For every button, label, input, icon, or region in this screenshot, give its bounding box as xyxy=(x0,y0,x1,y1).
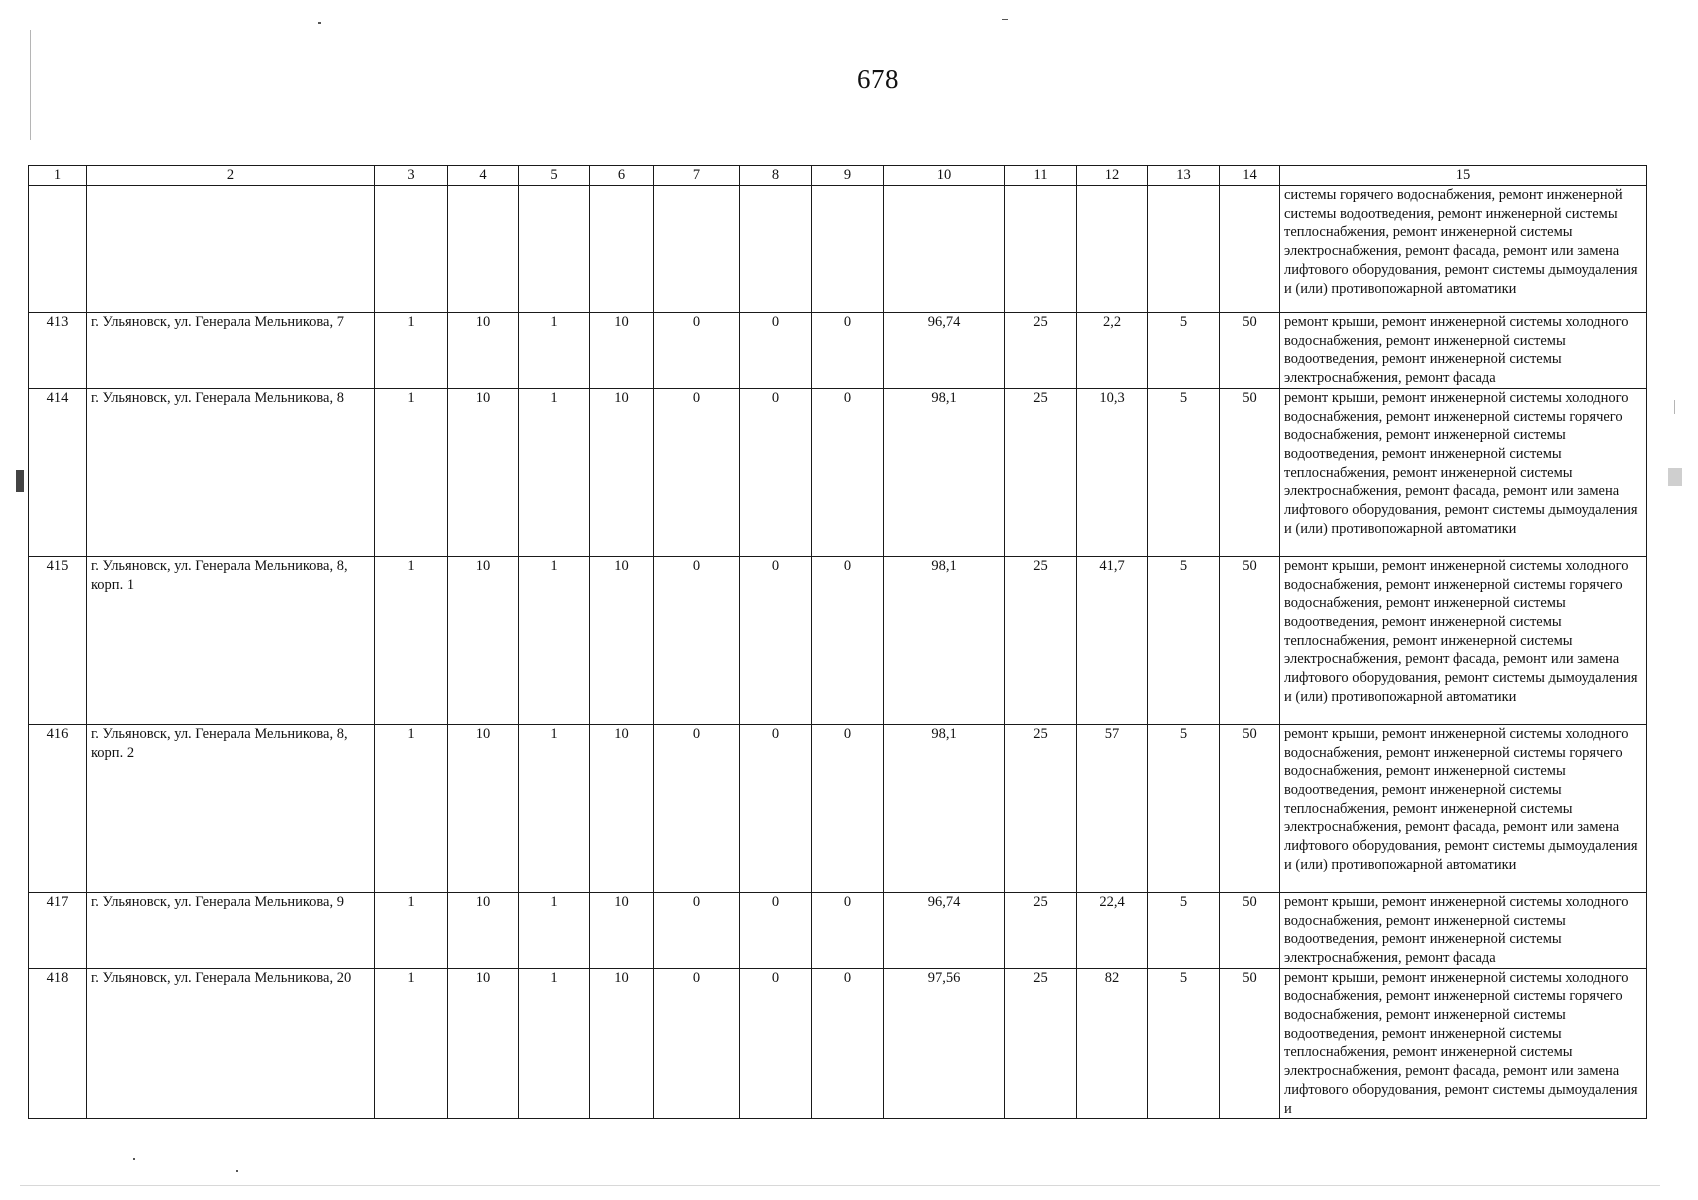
value-cell: 0 xyxy=(654,968,740,1119)
value-cell: 10 xyxy=(590,968,654,1119)
value-cell: 96,74 xyxy=(884,313,1005,389)
column-number: 12 xyxy=(1077,166,1148,186)
value-cell: 5 xyxy=(1148,388,1220,556)
address-cell: г. Ульяновск, ул. Генерала Мельникова, 7 xyxy=(87,313,375,389)
table-row xyxy=(29,313,1647,389)
value-cell: 0 xyxy=(740,556,812,724)
value-cell: 57 xyxy=(1077,724,1148,892)
value-cell: 0 xyxy=(740,892,812,968)
value-cell: 0 xyxy=(812,313,884,389)
value-cell: 1 xyxy=(375,892,448,968)
scan-speck xyxy=(318,22,321,24)
value-cell: 25 xyxy=(1005,313,1077,389)
value-cell: 1 xyxy=(375,724,448,892)
column-number: 7 xyxy=(654,166,740,186)
value-cell: 0 xyxy=(812,388,884,556)
value-cell: 25 xyxy=(1005,892,1077,968)
value-cell: 1 xyxy=(519,388,590,556)
value-cell: 10 xyxy=(448,388,519,556)
value-cell: 5 xyxy=(1148,724,1220,892)
value-cell: 25 xyxy=(1005,968,1077,1119)
table-row xyxy=(29,388,1647,556)
value-cell: 5 xyxy=(1148,968,1220,1119)
value-cell: 0 xyxy=(812,724,884,892)
value-cell: 10 xyxy=(448,724,519,892)
value-cell: 10 xyxy=(590,892,654,968)
value-cell: 10,3 xyxy=(1077,388,1148,556)
value-cell: 0 xyxy=(740,968,812,1119)
address-cell: г. Ульяновск, ул. Генерала Мельникова, 9 xyxy=(87,892,375,968)
value-cell: 1 xyxy=(375,313,448,389)
address-cell: г. Ульяновск, ул. Генерала Мельникова, 20 xyxy=(87,968,375,1119)
value-cell: 0 xyxy=(654,556,740,724)
column-number: 5 xyxy=(519,166,590,186)
table-row xyxy=(29,724,1647,892)
works-cell: ремонт крыши, ремонт инженерной системы холодного водоснабжения, ремонт инженерной системы водоотведения, ремонт инженерной системы электроснабжения, ремонт фасада xyxy=(1280,892,1647,968)
scan-edge-mark xyxy=(16,470,24,492)
value-cell: 10 xyxy=(448,968,519,1119)
value-cell: 41,7 xyxy=(1077,556,1148,724)
value-cell: 10 xyxy=(448,313,519,389)
value-cell: 1 xyxy=(519,313,590,389)
scan-edge-mark xyxy=(1668,468,1682,486)
value-cell: 98,1 xyxy=(884,724,1005,892)
value-cell: 2,2 xyxy=(1077,313,1148,389)
scan-edge-mark xyxy=(1674,400,1675,414)
value-cell: 1 xyxy=(519,724,590,892)
value-cell: 50 xyxy=(1220,556,1280,724)
works-cell: ремонт крыши, ремонт инженерной системы холодного водоснабжения, ремонт инженерной системы горячего водоснабжения, ремонт инженерной системы водоотведения, ремонт инженерной системы теплоснабжения, ремонт инженерной системы электроснабжения, ремонт фасада, ремонт или замена лифтового оборудования, ремонт системы дымоудаления и (или) противопожарной автоматики xyxy=(1280,388,1647,556)
table-row xyxy=(29,556,1647,724)
value-cell: 5 xyxy=(1148,892,1220,968)
value-cell: 1 xyxy=(375,968,448,1119)
row-number: 417 xyxy=(29,892,87,968)
value-cell: 0 xyxy=(740,724,812,892)
column-number: 15 xyxy=(1280,166,1647,186)
value-cell: 50 xyxy=(1220,724,1280,892)
value-cell: 10 xyxy=(448,556,519,724)
value-cell: 10 xyxy=(590,388,654,556)
value-cell: 0 xyxy=(812,556,884,724)
value-cell: 10 xyxy=(590,724,654,892)
value-cell: 96,74 xyxy=(884,892,1005,968)
works-cell: ремонт крыши, ремонт инженерной системы холодного водоснабжения, ремонт инженерной системы горячего водоснабжения, ремонт инженерной системы водоотведения, ремонт инженерной системы теплоснабжения, ремонт инженерной системы электроснабжения, ремонт фасада, ремонт или замена лифтового оборудования, ремонт системы дымоудаления и (или) противопожарной автоматики xyxy=(1280,724,1647,892)
continuation-row xyxy=(29,186,1647,313)
value-cell: 10 xyxy=(448,892,519,968)
value-cell: 25 xyxy=(1005,388,1077,556)
row-number: 415 xyxy=(29,556,87,724)
address-cell: г. Ульяновск, ул. Генерала Мельникова, 8, корп. 1 xyxy=(87,556,375,724)
column-number: 10 xyxy=(884,166,1005,186)
value-cell: 5 xyxy=(1148,556,1220,724)
value-cell: 1 xyxy=(519,968,590,1119)
table-row xyxy=(29,892,1647,968)
value-cell: 98,1 xyxy=(884,388,1005,556)
row-number: 418 xyxy=(29,968,87,1119)
value-cell: 50 xyxy=(1220,892,1280,968)
value-cell: 0 xyxy=(654,388,740,556)
value-cell: 50 xyxy=(1220,313,1280,389)
value-cell: 0 xyxy=(740,313,812,389)
works-cell: ремонт крыши, ремонт инженерной системы холодного водоснабжения, ремонт инженерной системы горячего водоснабжения, ремонт инженерной системы водоотведения, ремонт инженерной системы теплоснабжения, ремонт инженерной системы электроснабжения, ремонт фасада, ремонт или замена лифтового оборудования, ремонт системы дымоудаления и xyxy=(1280,968,1647,1119)
value-cell: 0 xyxy=(812,968,884,1119)
value-cell: 1 xyxy=(375,388,448,556)
value-cell: 25 xyxy=(1005,724,1077,892)
value-cell: 98,1 xyxy=(884,556,1005,724)
scan-edge-mark xyxy=(20,1185,1660,1186)
works-cell: ремонт крыши, ремонт инженерной системы холодного водоснабжения, ремонт инженерной системы водоотведения, ремонт инженерной системы электроснабжения, ремонт фасада xyxy=(1280,313,1647,389)
value-cell: 0 xyxy=(654,313,740,389)
value-cell: 10 xyxy=(590,556,654,724)
address-cell: г. Ульяновск, ул. Генерала Мельникова, 8, корп. 2 xyxy=(87,724,375,892)
page-number: 678 xyxy=(857,64,899,94)
column-number: 14 xyxy=(1220,166,1280,186)
row-number: 416 xyxy=(29,724,87,892)
column-number: 6 xyxy=(590,166,654,186)
address-cell: г. Ульяновск, ул. Генерала Мельникова, 8 xyxy=(87,388,375,556)
column-number: 2 xyxy=(87,166,375,186)
value-cell: 50 xyxy=(1220,388,1280,556)
column-number: 13 xyxy=(1148,166,1220,186)
column-number-row xyxy=(29,166,1647,186)
value-cell: 0 xyxy=(812,892,884,968)
column-number: 11 xyxy=(1005,166,1077,186)
row-number: 413 xyxy=(29,313,87,389)
column-number: 9 xyxy=(812,166,884,186)
value-cell: 1 xyxy=(519,892,590,968)
row-number: 414 xyxy=(29,388,87,556)
scan-speck xyxy=(1002,19,1008,20)
column-number: 1 xyxy=(29,166,87,186)
value-cell: 10 xyxy=(590,313,654,389)
value-cell: 22,4 xyxy=(1077,892,1148,968)
value-cell: 0 xyxy=(654,724,740,892)
repair-plan-table xyxy=(28,165,1647,1119)
value-cell: 97,56 xyxy=(884,968,1005,1119)
scan-speck xyxy=(236,1170,238,1172)
value-cell: 0 xyxy=(654,892,740,968)
column-number: 8 xyxy=(740,166,812,186)
value-cell: 1 xyxy=(375,556,448,724)
value-cell: 0 xyxy=(740,388,812,556)
value-cell: 82 xyxy=(1077,968,1148,1119)
table-row xyxy=(29,968,1647,1119)
column-number: 4 xyxy=(448,166,519,186)
column-number: 3 xyxy=(375,166,448,186)
value-cell: 1 xyxy=(519,556,590,724)
works-cell: ремонт крыши, ремонт инженерной системы холодного водоснабжения, ремонт инженерной системы горячего водоснабжения, ремонт инженерной системы водоотведения, ремонт инженерной системы теплоснабжения, ремонт инженерной системы электроснабжения, ремонт фасада, ремонт или замена лифтового оборудования, ремонт системы дымоудаления и (или) противопожарной автоматики xyxy=(1280,556,1647,724)
value-cell: 5 xyxy=(1148,313,1220,389)
scan-speck xyxy=(133,1158,135,1160)
value-cell: 25 xyxy=(1005,556,1077,724)
value-cell: 50 xyxy=(1220,968,1280,1119)
works-cell: системы горячего водоснабжения, ремонт инженерной системы водоотведения, ремонт инженерной системы теплоснабжения, ремонт инженерной системы электроснабжения, ремонт фасада, ремонт или замена лифтового оборудования, ремонт системы дымоудаления и (или) противопожарной автоматики xyxy=(1280,186,1647,313)
